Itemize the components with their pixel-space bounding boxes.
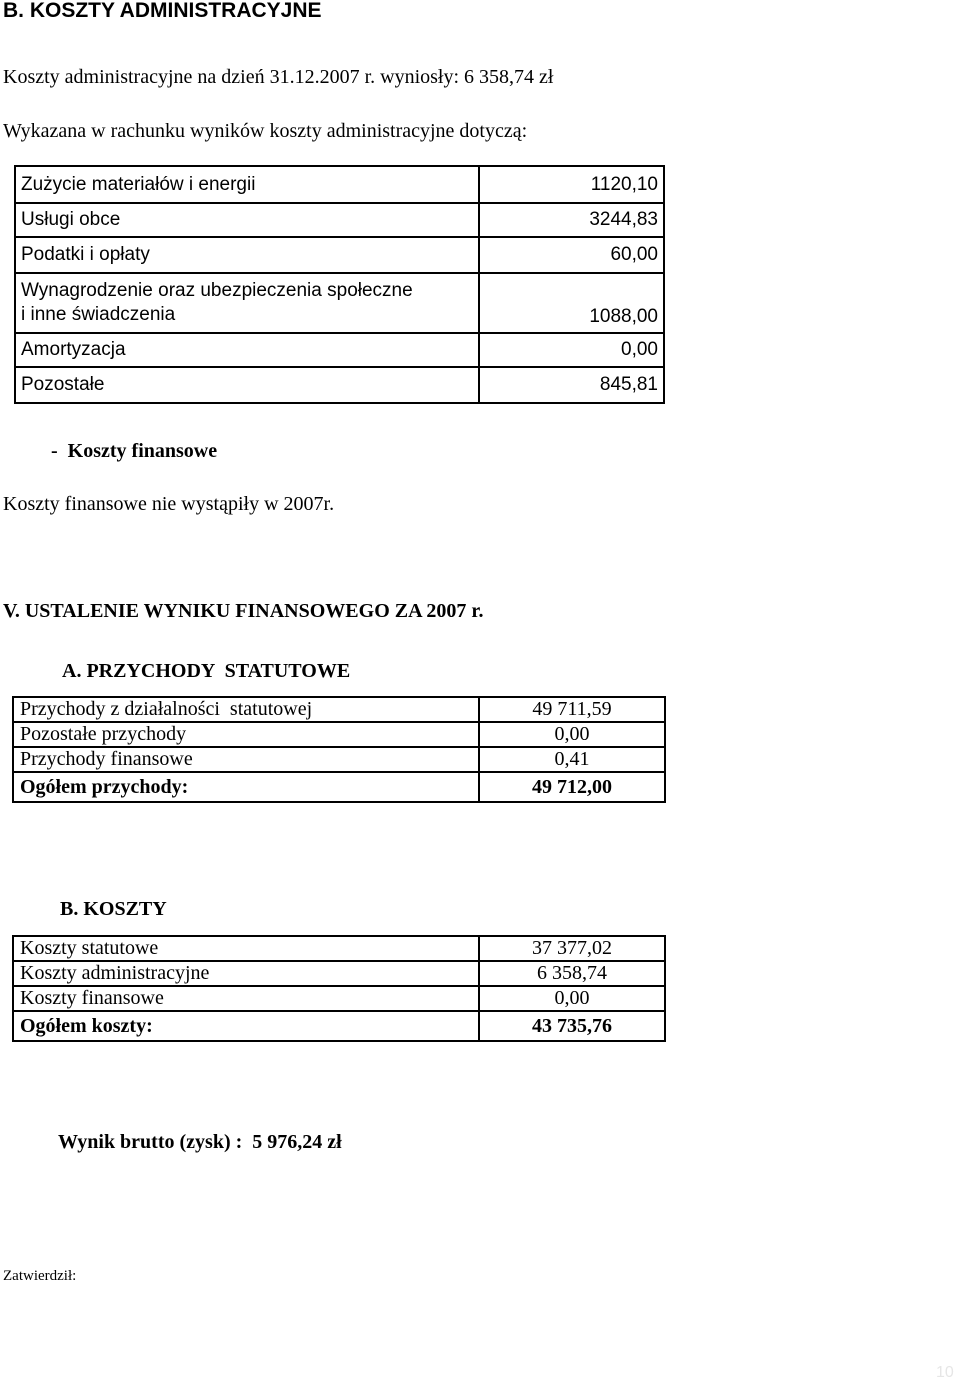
costs-heading: B. KOSZTY: [60, 898, 167, 920]
table-row: [15, 237, 664, 273]
admin-costs-intro: Koszty administracyjne na dzień 31.12.2007 r. wyniosły: 6 358,74 zł: [3, 66, 554, 88]
financial-costs-heading: - Koszty finansowe: [51, 440, 218, 462]
total-label: Ogółem przychody:: [13, 772, 479, 802]
row-value: 49 711,59: [479, 697, 665, 722]
row-label-line: i inne świadczenia: [21, 304, 176, 325]
table-row: [15, 367, 664, 403]
section-title: B. KOSZTY ADMINISTRACYJNE: [3, 0, 322, 22]
row-label: Koszty finansowe: [13, 986, 479, 1011]
table-row: [13, 936, 665, 961]
row-value: 1088,00: [479, 273, 664, 333]
result-section-heading: V. USTALENIE WYNIKU FINANSOWEGO ZA 2007 r.: [3, 600, 484, 622]
admin-costs-subtitle: Wykazana w rachunku wyników koszty administracyjne dotyczą:: [3, 120, 528, 142]
row-value: 0,00: [479, 986, 665, 1011]
row-label: Koszty statutowe: [13, 936, 479, 961]
row-label-line: Wynagrodzenie oraz ubezpieczenia społeczne: [21, 280, 413, 301]
row-label: Pozostałe przychody: [13, 722, 479, 747]
table-row: [15, 166, 664, 203]
table-row: [13, 747, 665, 772]
admin-costs-table: [14, 165, 665, 404]
total-label: Ogółem koszty:: [13, 1011, 479, 1041]
table-row: [13, 722, 665, 747]
approved-label: Zatwierdził:: [3, 1268, 77, 1284]
row-value: 0,41: [479, 747, 665, 772]
table-row: [13, 986, 665, 1011]
row-value: 3244,83: [479, 203, 664, 237]
row-label: [15, 273, 479, 333]
table-row: [13, 697, 665, 722]
row-label: Pozostałe: [15, 367, 479, 403]
gross-result: Wynik brutto (zysk) : 5 976,24 zł: [58, 1131, 342, 1153]
row-value: 845,81: [479, 367, 664, 403]
row-value: 0,00: [479, 333, 664, 367]
table-row: [15, 273, 664, 333]
revenues-table: [12, 696, 666, 803]
row-value: 0,00: [479, 722, 665, 747]
row-label: Przychody z działalności statutowej: [13, 697, 479, 722]
row-value: 60,00: [479, 237, 664, 273]
table-row: [15, 203, 664, 237]
costs-table: [12, 935, 666, 1042]
total-row: [13, 772, 665, 802]
revenues-heading: A. PRZYCHODY STATUTOWE: [62, 660, 351, 682]
page-number: 10: [936, 1364, 954, 1381]
row-label: Usługi obce: [15, 203, 479, 237]
row-label: Podatki i opłaty: [15, 237, 479, 273]
total-value: 49 712,00: [479, 772, 665, 802]
row-value: 1120,10: [479, 166, 664, 203]
row-label: Koszty administracyjne: [13, 961, 479, 986]
total-value: 43 735,76: [479, 1011, 665, 1041]
financial-costs-text: Koszty finansowe nie wystąpiły w 2007r.: [3, 493, 335, 515]
row-value: 37 377,02: [479, 936, 665, 961]
row-label: Zużycie materiałów i energii: [15, 166, 479, 203]
row-label: Przychody finansowe: [13, 747, 479, 772]
row-label: Amortyzacja: [15, 333, 479, 367]
table-row: [13, 961, 665, 986]
total-row: [13, 1011, 665, 1041]
table-row: [15, 333, 664, 367]
row-value: 6 358,74: [479, 961, 665, 986]
